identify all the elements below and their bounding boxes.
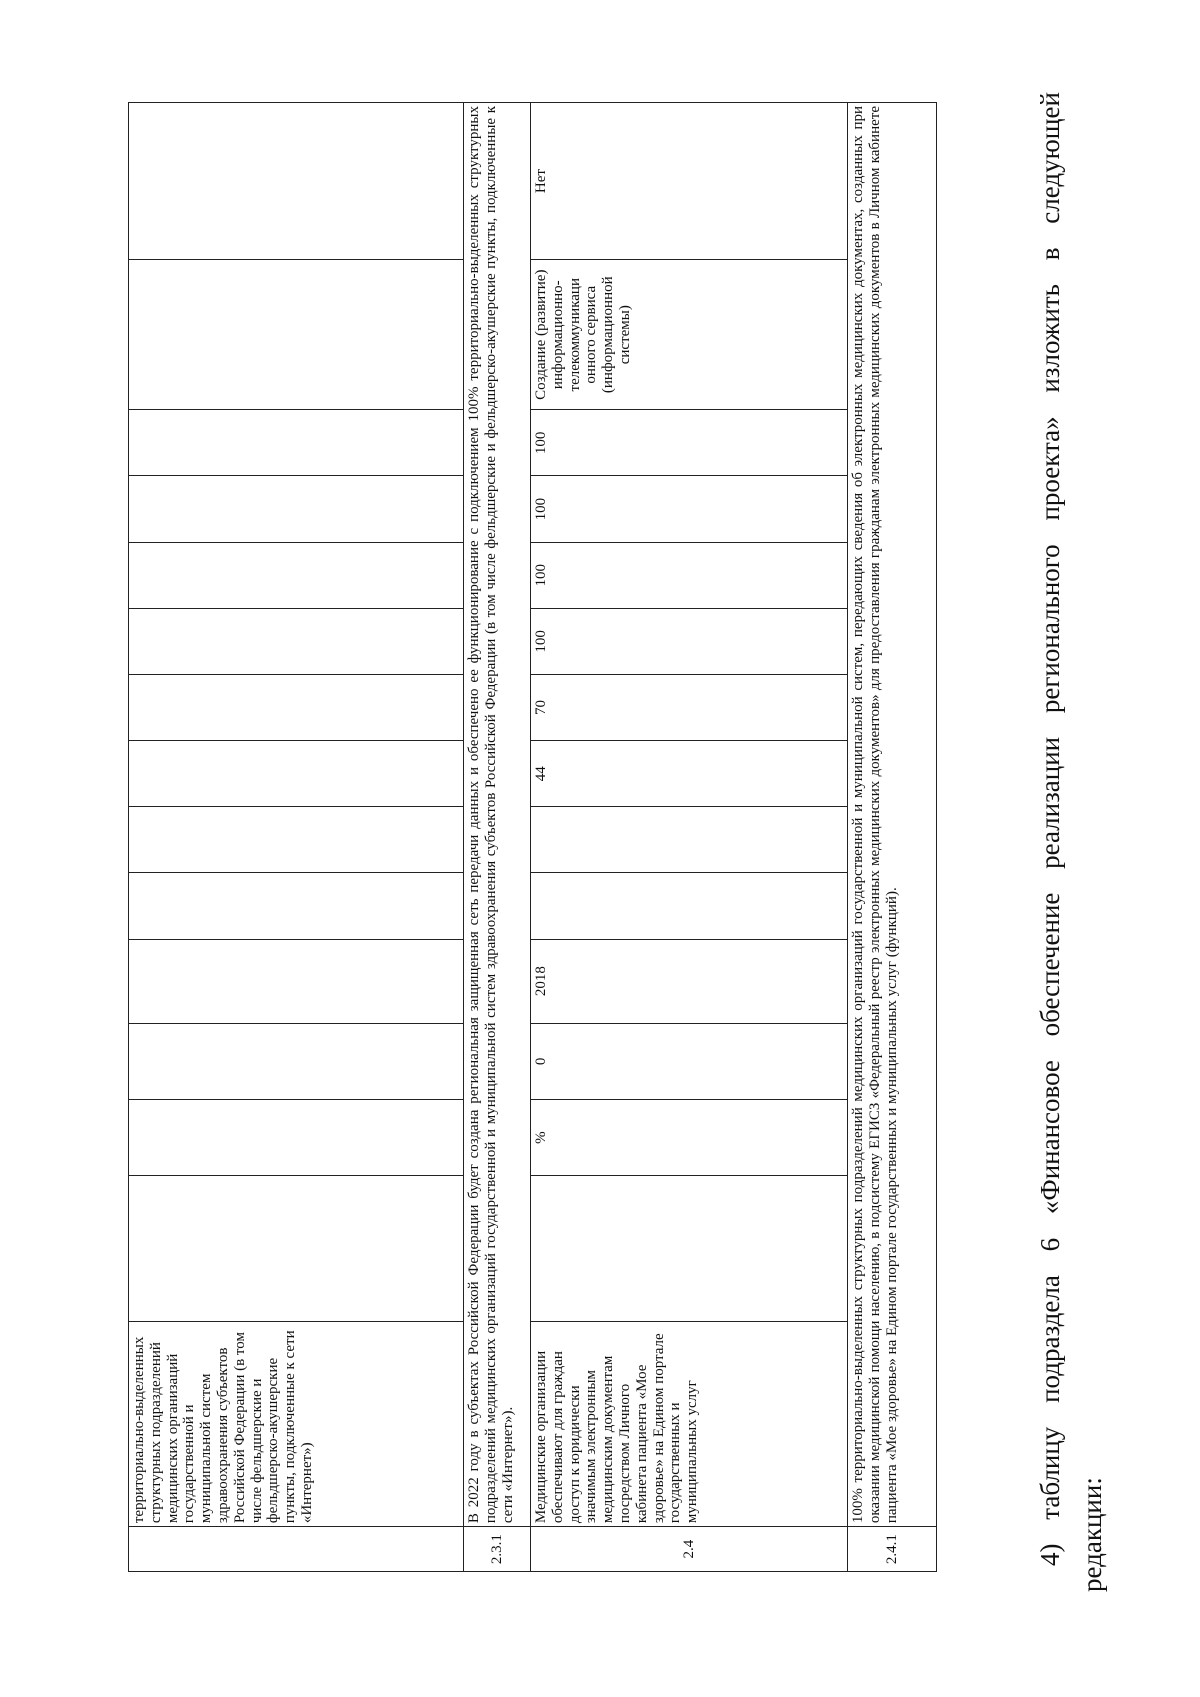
cell-value: 44 bbox=[531, 741, 848, 807]
cell-value: 70 bbox=[531, 674, 848, 740]
cell-value: 100 bbox=[531, 476, 848, 542]
cell-value bbox=[531, 873, 848, 939]
cell-base-year: 2018 bbox=[531, 939, 848, 1023]
cell-type: Создание (развитие) информационно-телекоммуникаци онного сервиса (информационной системы) bbox=[531, 260, 848, 410]
cell-result-text: 100% территориально-выделенных структурных подразделений медицинских организаций государственной и муниципальной систем, передающих сведения об электронных медицинских документах, созданных при оказании медицинской помощи населению, в подсистему ЕГИСЗ «Федеральный реестр электронных медицинских документов» для предоставления гражданам электронных медицинских документов в Личном кабинете пациента «Мое здоровье» на Едином портале государственных и муниципальных услуг (функций). bbox=[848, 103, 937, 1527]
cell-base-value: 0 bbox=[531, 1023, 848, 1099]
cell-result-text: В 2022 году в субъектах Российской Федерации будет создана региональная защищенная сеть передачи данных и обеспечено ее функционирование с подключением 100% территориально-выделенных структурных подразделений медицинских организаций государственной и муниципальной систем здравоохранения субъектов Российской Федерации (в том числе фельдшерские и фельдшерско-акушерские пункты, подключенные к сети «Интернет»). bbox=[464, 103, 531, 1527]
table-row-2-4 bbox=[531, 103, 848, 1572]
table-row-2-4-1 bbox=[848, 103, 937, 1572]
indicators-table bbox=[128, 102, 937, 1572]
cell-number: 2.3.1 bbox=[464, 1527, 531, 1572]
table-row-2-3-1 bbox=[464, 103, 531, 1572]
cell-value bbox=[531, 807, 848, 873]
cell-indicator-name: территориально-выделенных структурных подразделений медицинских организаций государственной и муниципальной систем здравоохранения субъектов Российской Федерации (в том числе фельдшерские и фельдшерско-акушерские пункты, подключенные к сети «Интернет») bbox=[129, 1321, 464, 1526]
cell-number: 2.4.1 bbox=[848, 1527, 937, 1572]
cell-value: 100 bbox=[531, 542, 848, 608]
cell-number bbox=[129, 1527, 464, 1572]
cell-number: 2.4 bbox=[531, 1527, 848, 1572]
cell-value: 100 bbox=[531, 410, 848, 476]
cell-value: 100 bbox=[531, 608, 848, 674]
cell-flag: Нет bbox=[531, 103, 848, 260]
cell-indicator-name: Медицинские организации обеспечивают для граждан доступ к юридически значимым электронным медицинским документам посредством Личного кабинета пациента «Мое здоровье» на Едином портале государственных и муниципальных услуг bbox=[531, 1321, 848, 1526]
table-row-continued bbox=[129, 103, 464, 1572]
footer-paragraph: 4) таблицу подраздела 6 «Финансовое обеспечение реализации регионального проекта» изложить в следующей редакции: bbox=[1035, 92, 1107, 1592]
cell-unit: % bbox=[531, 1099, 848, 1175]
